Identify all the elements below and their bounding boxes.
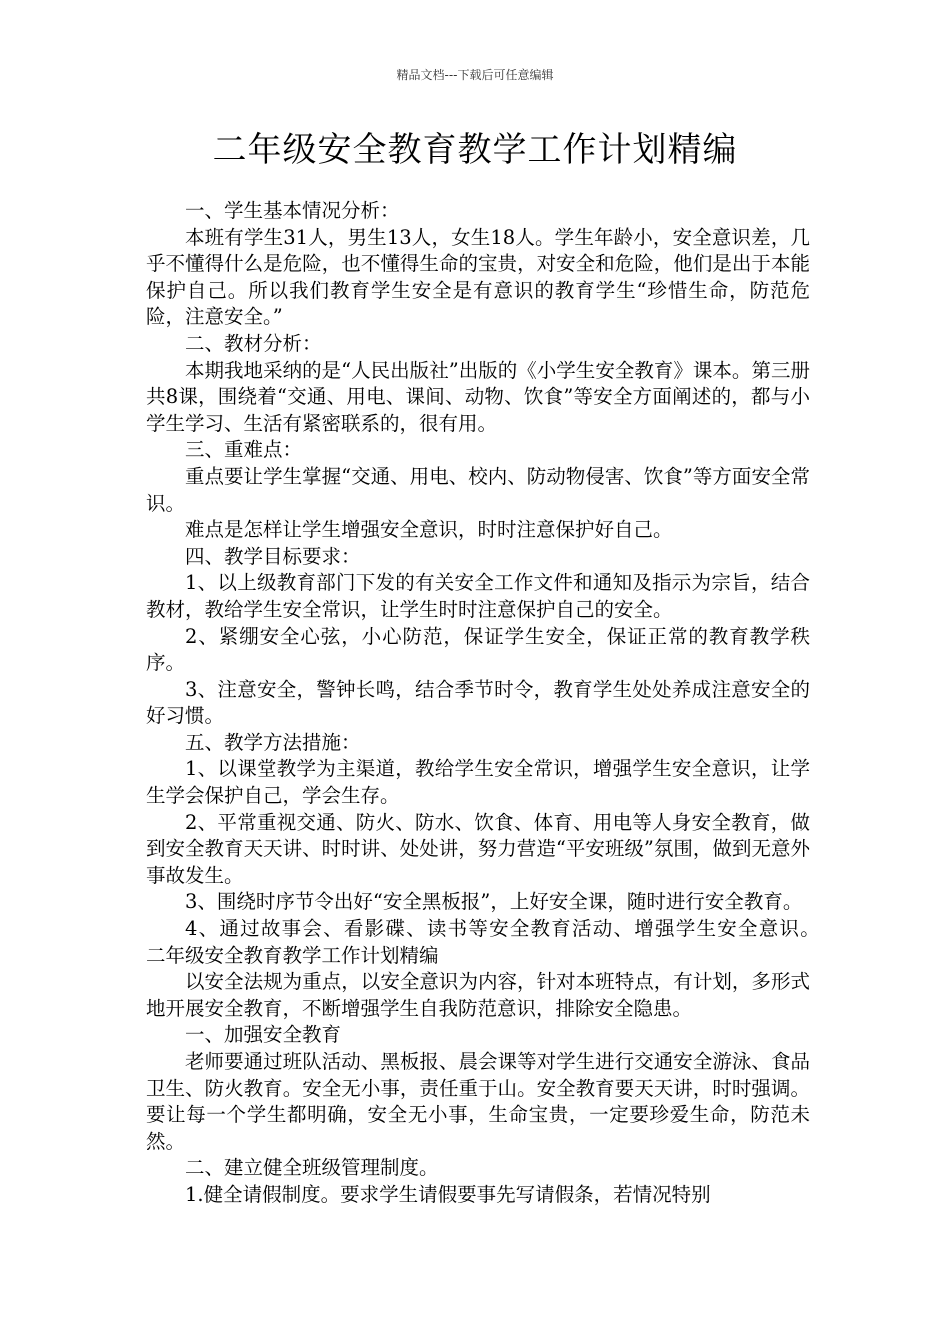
paragraph: 3、注意安全，警钟长鸣，结合季节时令，教育学生处处养成注意安全的好习惯。 [146, 677, 810, 728]
paragraph: 二、教材分析： [185, 331, 322, 355]
document-body [146, 198, 850, 1209]
header-note: 精品文档---下载后可任意编辑 [396, 68, 554, 82]
paragraph: 本期我地采纳的是“人民出版社”出版的《小学生安全教育》课本。第三册共8课，围绕着“交通、用电、课间、动物、饮食”等安全方面阐述的，都与小学生学习、生活有紧密联系的，很有用。 [146, 358, 810, 435]
paragraph: 一、加强安全教育 [185, 1023, 342, 1047]
paragraph: 2、平常重视交通、防火、防水、饮食、体育、用电等人身安全教育，做到安全教育天天讲、时时讲、处处讲，努力营造“平安班级”氛围，做到无意外事故发生。 [146, 810, 810, 887]
paragraph: 四、教学目标要求： [185, 544, 361, 568]
document-title: 二年级安全教育教学工作计划精编 [212, 130, 738, 170]
paragraph: 一、学生基本情况分析： [185, 199, 400, 222]
paragraph: 难点是怎样让学生增强安全意识，时时注意保护好自己。 [185, 518, 673, 542]
paragraph: 本班有学生31人，男生13人，女生18人。学生年龄小，安全意识差，几乎不懂得什么是危险，也不懂得生命的宝贵，对安全和危险，他们是出于本能保护自己。所以我们教育学生安全是有意识的教育学生“珍惜生命，防范危险，注意安全。” [146, 225, 810, 329]
paragraph: 1、以上级教育部门下发的有关安全工作文件和通知及指示为宗旨，结合教材，教给学生安全常识，让学生时时注意保护自己的安全。 [146, 571, 810, 621]
paragraph: 4、通过故事会、看影碟、读书等安全教育活动、增强学生安全意识。 二年级安全教育教学工作计划精编 [146, 917, 850, 967]
paragraph: 老师要通过班队活动、黑板报、晨会课等对学生进行交通安全游泳、食品卫生、防火教育。安全无小事，责任重于山。安全教育要天天讲，时时强调。要让每一个学生都明确，安全无小事，生命宝贵，一定要珍爱生命，防范未然。 [146, 1050, 810, 1153]
paragraph: 3、围绕时序节令出好“安全黑板报”，上好安全课，随时进行安全教育。 [185, 890, 803, 914]
paragraph: 以安全法规为重点，以安全意识为内容，针对本班特点，有计划，多形式地开展安全教育，不断增强学生自我防范意识，排除安全隐患。 [146, 970, 810, 1020]
paragraph: 1.健全请假制度。要求学生请假要事先写请假条，若情况特别 [185, 1182, 711, 1206]
paragraph: 三、重难点： [185, 438, 303, 462]
paragraph: 五、教学方法措施： [185, 730, 361, 754]
paragraph: 1、以课堂教学为主渠道，教给学生安全常识，增强学生安全意识，让学生学会保护自己，学会生存。 [146, 757, 810, 808]
paragraph: 2、紧绷安全心弦，小心防范，保证学生安全，保证正常的教育教学秩序。 [146, 624, 810, 675]
paragraph: 二、建立健全班级管理制度。 [185, 1156, 439, 1180]
paragraph: 重点要让学生掌握“交通、用电、校内、防动物侵害、饮食”等方面安全常识。 [146, 464, 810, 515]
